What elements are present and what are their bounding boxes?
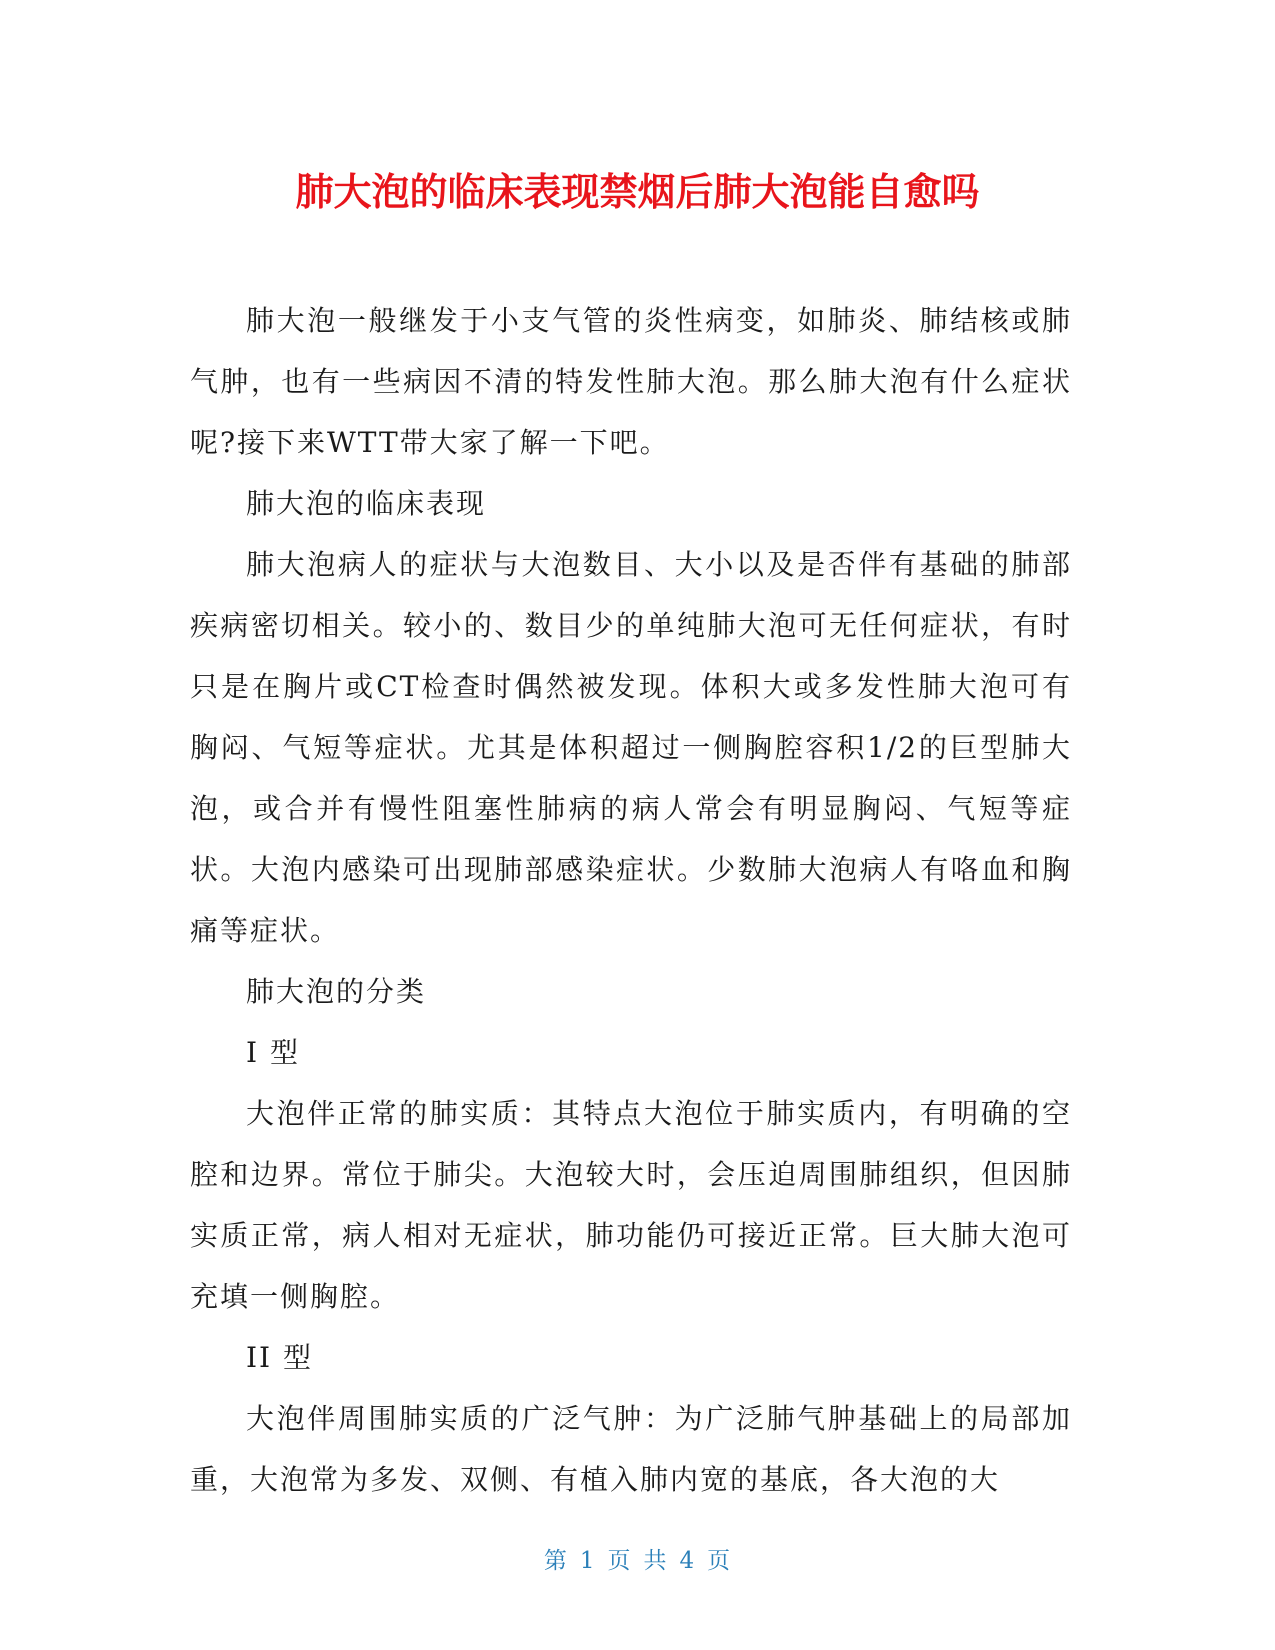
document-body [190, 290, 1072, 1510]
footer-total-unit: 页 [707, 1548, 732, 1574]
footer-page-label: 第 [543, 1548, 568, 1574]
page-footer [0, 1542, 1275, 1575]
type-heading-2: II 型 [246, 1341, 314, 1374]
paragraph-type-1: 大泡伴正常的肺实质：其特点大泡位于肺实质内，有明确的空腔和边界。常位于肺尖。大泡较大时，会压迫周围肺组织，但因肺实质正常，病人相对无症状，肺功能仍可接近正常。巨大肺大泡可充填一侧胸腔。 [190, 1097, 1072, 1313]
section-heading-clinical: 肺大泡的临床表现 [246, 487, 487, 520]
document-title: 肺大泡的临床表现禁烟后肺大泡能自愈吗 [295, 170, 980, 214]
footer-page-number: 1 [579, 1548, 596, 1574]
paragraph-clinical: 肺大泡病人的症状与大泡数目、大小以及是否伴有基础的肺部疾病密切相关。较小的、数目少的单纯肺大泡可无任何症状，有时只是在胸片或CT检查时偶然被发现。体积大或多发性肺大泡可有胸闷、气短等症状。尤其是体积超过一侧胸腔容积1/2的巨型肺大泡，或合并有慢性阻塞性肺病的病人常会有明显胸闷、气短等症状。大泡内感染可出现肺部感染症状。少数肺大泡病人有咯血和胸痛等症状。 [190, 548, 1072, 947]
paragraph-type-2: 大泡伴周围肺实质的广泛气肿：为广泛肺气肿基础上的局部加重，大泡常为多发、双侧、有植入肺内宽的基底，各大泡的大 [190, 1402, 1072, 1496]
footer-total-pages: 4 [679, 1548, 696, 1574]
type-heading-1: I 型 [246, 1036, 300, 1069]
paragraph-intro: 肺大泡一般继发于小支气管的炎性病变，如肺炎、肺结核或肺气肿，也有一些病因不清的特发性肺大泡。那么肺大泡有什么症状呢?接下来WTT带大家了解一下吧。 [190, 304, 1072, 459]
section-heading-classification: 肺大泡的分类 [246, 975, 427, 1008]
footer-total-label: 共 [643, 1548, 668, 1574]
footer-page-unit: 页 [607, 1548, 632, 1574]
